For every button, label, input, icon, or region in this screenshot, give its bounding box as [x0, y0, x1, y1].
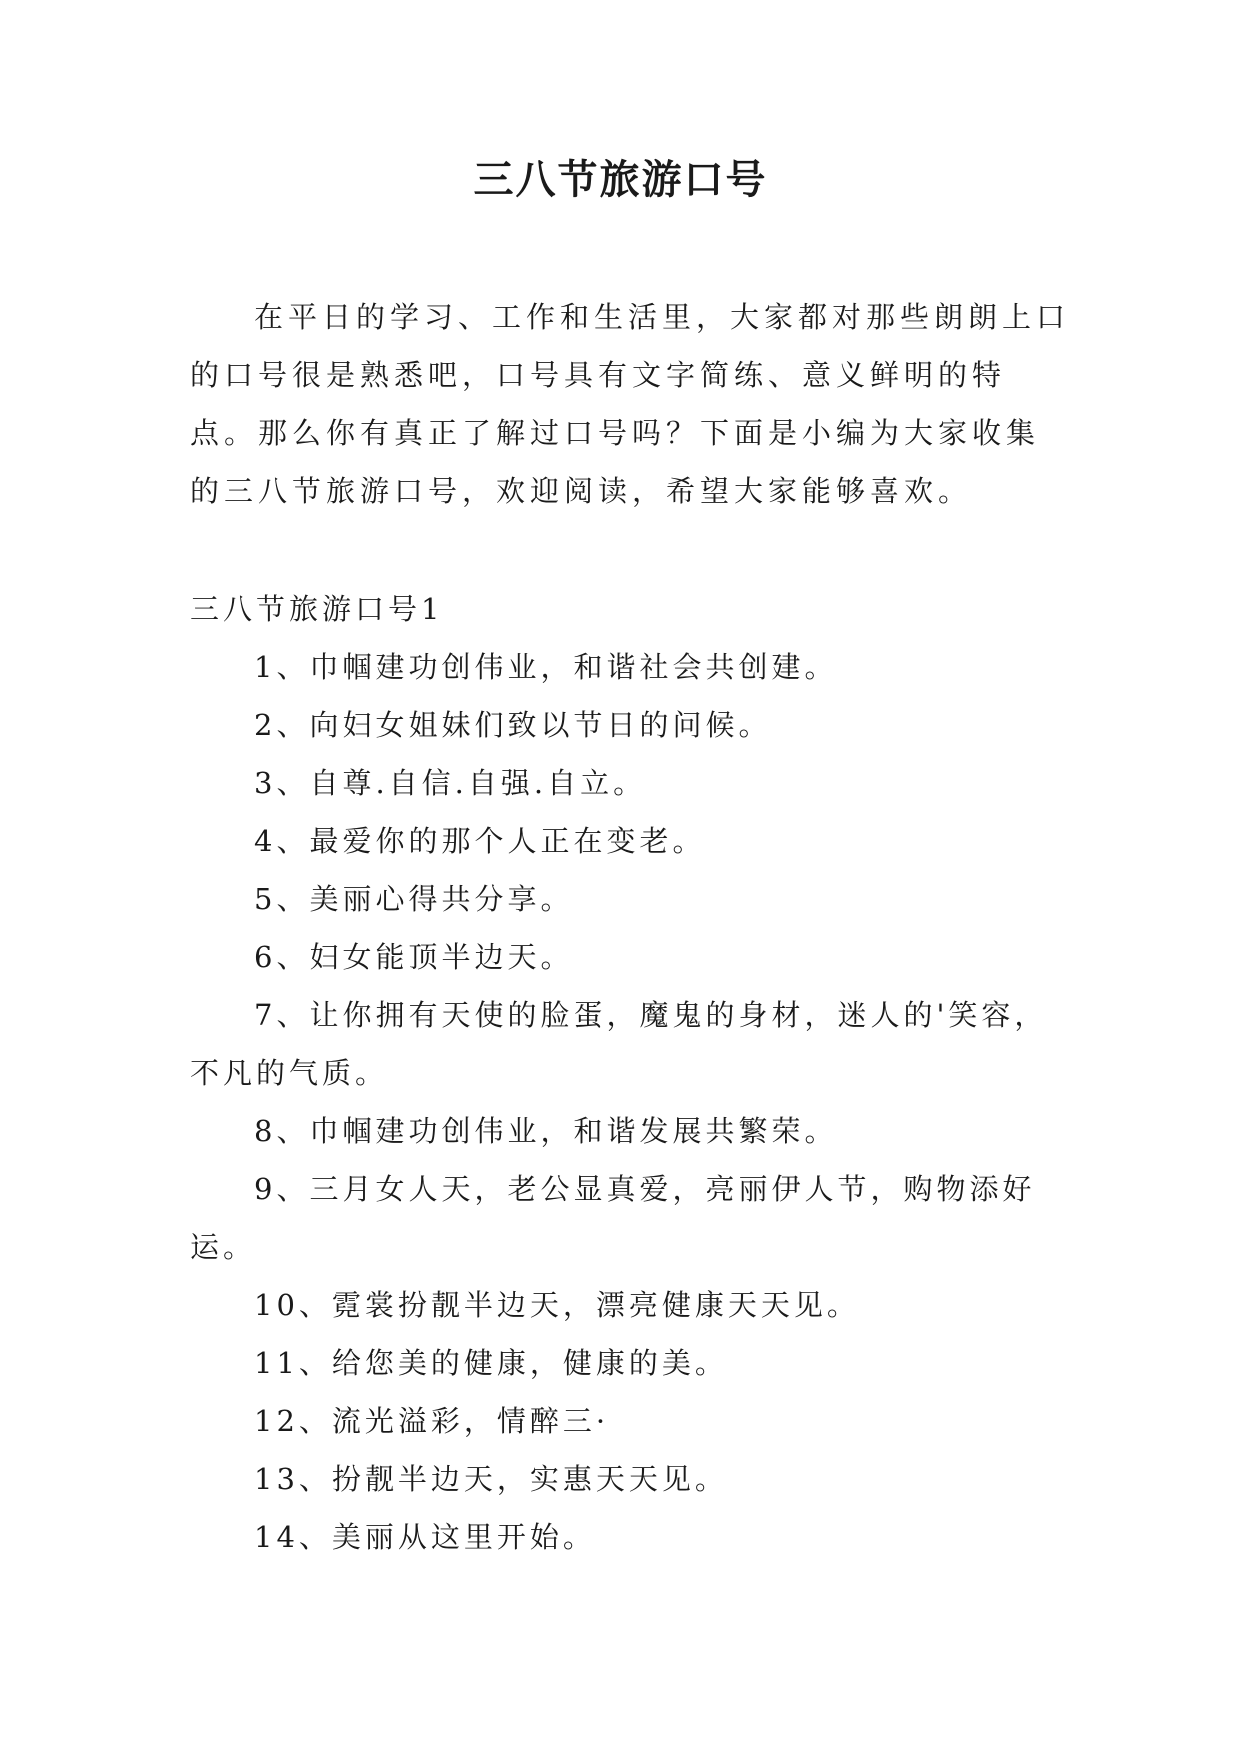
slogan-item: 14、美丽从这里开始。 [254, 1520, 596, 1554]
slogan-item: 3、自尊.自信.自强.自立。 [254, 766, 647, 800]
slogan-item: 1、巾帼建功创伟业，和谐社会共创建。 [254, 650, 838, 684]
slogan-item: 13、扮靓半边天，实惠天天见。 [254, 1462, 728, 1496]
slogan-item: 9、三月女人天，老公显真爱，亮丽伊人节，购物添好运。 [190, 1172, 1036, 1264]
slogan-item: 2、向妇女姐妹们致以节日的问候。 [254, 708, 772, 742]
slogan-item: 12、流光溢彩，情醉三· [254, 1404, 610, 1438]
intro-paragraph: 在平日的学习、工作和生活里，大家都对那些朗朗上口的口号很是熟悉吧，口号具有文字简练、意义鲜明的特点。那么你有真正了解过口号吗？下面是小编为大家收集的三八节旅游口号，欢迎阅读，希望大家能够喜欢。 [190, 300, 1071, 508]
slogan-list [190, 638, 1070, 1566]
slogan-item: 6、妇女能顶半边天。 [254, 940, 574, 974]
slogan-item: 8、巾帼建功创伟业，和谐发展共繁荣。 [254, 1114, 838, 1148]
slogan-item: 7、让你拥有天使的脸蛋，魔鬼的身材，迷人的'笑容，不凡的气质。 [190, 998, 1048, 1090]
section-heading: 三八节旅游口号1 [190, 592, 444, 626]
slogan-item: 11、给您美的健康，健康的美。 [254, 1346, 728, 1380]
slogan-item: 4、最爱你的那个人正在变老。 [254, 824, 706, 858]
document-title: 三八节旅游口号 [473, 156, 768, 203]
slogan-item: 10、霓裳扮靓半边天，漂亮健康天天见。 [254, 1288, 860, 1322]
slogan-item: 5、美丽心得共分享。 [254, 882, 574, 916]
